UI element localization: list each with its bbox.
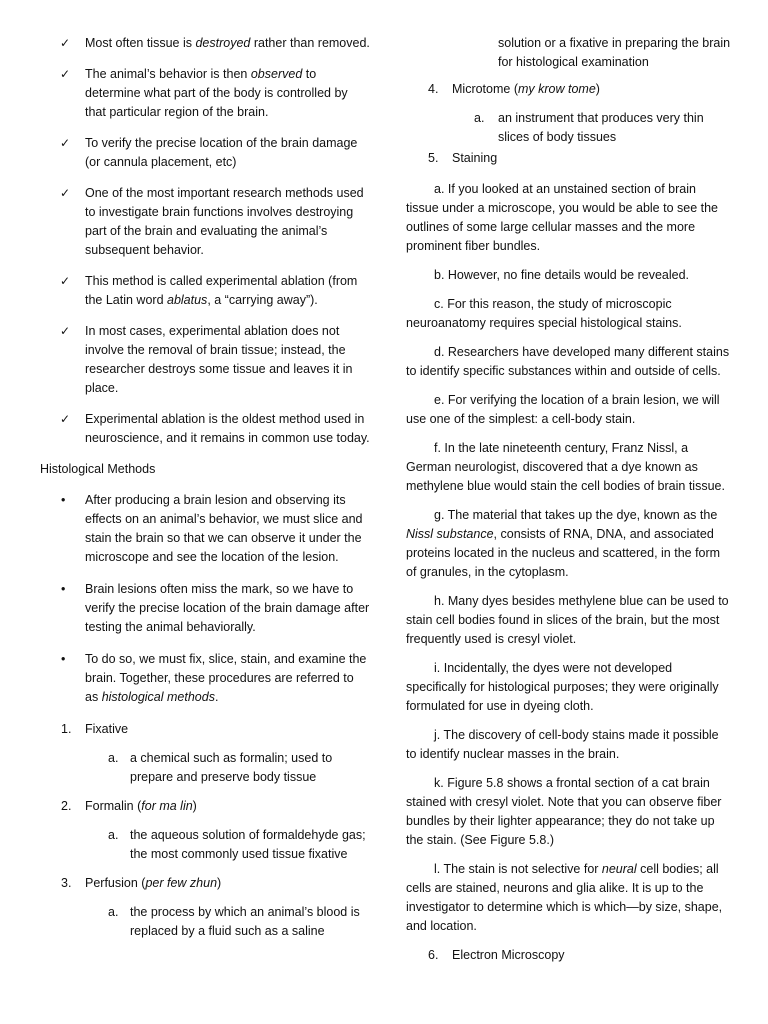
continued-definition	[406, 34, 732, 72]
text-run: Staining	[452, 151, 498, 165]
italic-text-run: destroyed	[195, 36, 251, 50]
staining-paragraph	[406, 180, 732, 256]
staining-paragraphs	[406, 180, 732, 936]
item-number: 4.	[428, 82, 439, 96]
section-heading: Histological Methods	[40, 462, 156, 476]
checklist-text	[85, 36, 370, 50]
item-number: 5.	[428, 151, 439, 165]
checklist-text	[85, 412, 370, 445]
bullet-icon: •	[61, 652, 66, 666]
checklist-item	[40, 65, 370, 122]
item-number: 1.	[61, 722, 72, 736]
text-run: solution or a fixative in preparing the brain for histological examination	[498, 36, 731, 69]
text-run: Perfusion (	[85, 876, 146, 890]
text-run: a. If you looked at an unstained section of brain tissue under a microscope, you would be able to see the outlines of some large cellular masses and the more prominent fiber bundles.	[406, 182, 718, 253]
sub-item	[40, 826, 370, 864]
numbered-item-5	[406, 149, 732, 168]
text-run: One of the most important research methods used to investigate brain functions involves destroying part of the brain and evaluating the animal’s subsequent behavior.	[85, 186, 364, 257]
staining-paragraph	[406, 343, 732, 381]
checklist-item	[40, 34, 370, 53]
item-term	[85, 799, 197, 813]
numbered-item-4	[406, 80, 732, 99]
text-run: )	[595, 82, 600, 96]
checklist-item	[40, 410, 370, 448]
text-run: l. The stain is not selective for	[434, 862, 602, 876]
sub-item-letter: a.	[108, 905, 119, 919]
sub-item	[40, 903, 370, 941]
bullet-item	[40, 491, 370, 567]
text-run: cell bodies; all cells are stained, neurons and glia alike. It is up to the investigator to determine which is which—by size, shape, and location.	[406, 862, 723, 933]
right-column	[406, 34, 732, 975]
checkmark-icon: ✓	[60, 324, 71, 338]
checklist-text	[85, 67, 348, 119]
item-term	[452, 82, 600, 96]
numbered-item-6	[406, 946, 732, 965]
sub-item-letter: a.	[108, 828, 119, 842]
text-run: b. However, no fine details would be revealed.	[434, 268, 690, 282]
bullet-item	[40, 580, 370, 637]
bullet-icon: •	[61, 582, 66, 596]
text-run: f. In the late nineteenth century, Franz Nissl, a German neurologist, discovered that a dye known as methylene blue would stain the cell bodies of brain tissue.	[406, 441, 725, 493]
checklist-text	[85, 324, 353, 395]
text-run: e. For verifying the location of a brain lesion, we will use one of the simplest: a cell-body stain.	[406, 393, 720, 426]
text-run: an instrument that produces very thin slices of body tissues	[498, 111, 704, 144]
text-run: .	[214, 690, 219, 704]
italic-text-run: histological methods	[101, 690, 215, 704]
numbered-list	[40, 720, 370, 941]
numbered-item	[40, 797, 370, 816]
text-run: , a “carrying away”).	[207, 293, 318, 307]
bullet-text	[85, 493, 362, 564]
text-run: Experimental ablation is the oldest method used in neuroscience, and it remains in common use today.	[85, 412, 370, 445]
checklist-item	[40, 322, 370, 398]
item-term	[85, 722, 128, 736]
checkmark-icon: ✓	[60, 412, 71, 426]
text-run: To verify the precise location of the brain damage (or cannula placement, etc)	[85, 136, 358, 169]
text-run: the aqueous solution of formaldehyde gas; the most commonly used tissue fixative	[130, 828, 366, 861]
checkmark-icon: ✓	[60, 274, 71, 288]
numbered-item	[40, 874, 370, 893]
item-term	[452, 948, 565, 962]
staining-paragraph	[406, 592, 732, 649]
text-run: k. Figure 5.8 shows a frontal section of a cat brain stained with cresyl violet. Note that you can observe fiber bundles by their lighter appearance; they do not take up the stain. (See Figure 5.8.)	[406, 776, 722, 847]
italic-text-run: per few zhun	[145, 876, 218, 890]
text-run: In most cases, experimental ablation does not involve the removal of brain tissue; instead, the researcher destroys some tissue and leaves it in place.	[85, 324, 353, 395]
sub-item-text	[130, 905, 360, 938]
staining-paragraph	[406, 726, 732, 764]
text-run: Brain lesions often miss the mark, so we have to verify the precise location of the brain damage after testing the animal behaviorally.	[85, 582, 370, 634]
checklist-item	[40, 134, 370, 172]
text-run: rather than removed.	[250, 36, 370, 50]
item-term	[452, 151, 497, 165]
text-run: )	[192, 799, 197, 813]
text-run: d. Researchers have developed many different stains to identify specific substances within and outside of cells.	[406, 345, 730, 378]
checklist-text	[85, 274, 357, 307]
staining-paragraph	[406, 295, 732, 333]
bullet-text	[85, 582, 369, 634]
text-run: the process by which an animal’s blood is replaced by a fluid such as a saline	[130, 905, 360, 938]
sub-item-text	[498, 111, 704, 144]
sub-item-letter: a.	[474, 111, 485, 125]
text-run: i. Incidentally, the dyes were not developed specifically for histological purposes; they were originally formulated for use in dyeing cloth.	[406, 661, 719, 713]
text-run: This method is called experimental ablation (from the Latin word	[85, 274, 358, 307]
checkmark-icon: ✓	[60, 36, 71, 50]
text-run: Fixative	[85, 722, 129, 736]
checkmark-list	[40, 34, 370, 448]
text-run: h. Many dyes besides methylene blue can be used to stain cell bodies found in slices of the brain, but the most frequently used is cresyl violet.	[406, 594, 729, 646]
numbered-item	[40, 720, 370, 739]
italic-text-run: neural	[601, 862, 637, 876]
staining-paragraph	[406, 391, 732, 429]
sub-item-text	[130, 828, 366, 861]
text-run: Most often tissue is	[85, 36, 196, 50]
text-run: j. The discovery of cell-body stains made it possible to identify nuclear masses in the brain.	[406, 728, 719, 761]
left-column	[40, 34, 370, 951]
italic-text-run: my krow tome	[517, 82, 596, 96]
staining-paragraph	[406, 439, 732, 496]
bullet-text	[85, 652, 366, 704]
text-run: )	[217, 876, 222, 890]
item-term	[85, 876, 221, 890]
italic-text-run: ablatus	[167, 293, 208, 307]
checklist-text	[85, 186, 364, 257]
sub-item-letter: a.	[108, 751, 119, 765]
staining-paragraph	[406, 506, 732, 582]
item-number: 6.	[428, 948, 439, 962]
text-run: Formalin (	[85, 799, 142, 813]
bullet-item	[40, 650, 370, 707]
checkmark-icon: ✓	[60, 136, 71, 150]
text-run: Electron Microscopy	[452, 948, 565, 962]
text-run: The animal’s behavior is then	[85, 67, 251, 81]
staining-paragraph	[406, 659, 732, 716]
text-run: To do so, we must fix, slice, stain, and examine the brain. Together, these procedures are referred to as	[85, 652, 367, 704]
sub-item-text	[130, 751, 332, 784]
checkmark-icon: ✓	[60, 67, 71, 81]
italic-text-run: Nissl substance	[406, 527, 494, 541]
checklist-text	[85, 136, 357, 169]
staining-paragraph	[406, 860, 732, 936]
bullet-list	[40, 491, 370, 707]
staining-paragraph	[406, 774, 732, 850]
text-run: Microtome (	[452, 82, 518, 96]
text-run: to determine what part of the body is controlled by that particular region of the brain.	[85, 67, 348, 119]
checklist-item	[40, 272, 370, 310]
item-number: 3.	[61, 876, 72, 890]
text-run: g. The material that takes up the dye, known as the	[434, 508, 718, 522]
item-number: 2.	[61, 799, 72, 813]
sub-item	[40, 749, 370, 787]
text-run: After producing a brain lesion and observing its effects on an animal’s behavior, we must slice and stain the brain so that we can observe it under the microscope and see the location of the lesion.	[85, 493, 363, 564]
text-run: c. For this reason, the study of microscopic neuroanatomy requires special histological stains.	[406, 297, 682, 330]
checkmark-icon: ✓	[60, 186, 71, 200]
text-run: a chemical such as formalin; used to prepare and preserve body tissue	[130, 751, 333, 784]
checklist-item	[40, 184, 370, 260]
sub-item-4a	[406, 109, 732, 147]
italic-text-run: observed	[250, 67, 303, 81]
staining-paragraph	[406, 266, 732, 285]
bullet-icon: •	[61, 493, 66, 507]
text-run: , consists of RNA, DNA, and associated proteins located in the nucleus and scattered, in the form of granules, in the cytoplasm.	[406, 527, 721, 579]
italic-text-run: for ma lin	[141, 799, 193, 813]
